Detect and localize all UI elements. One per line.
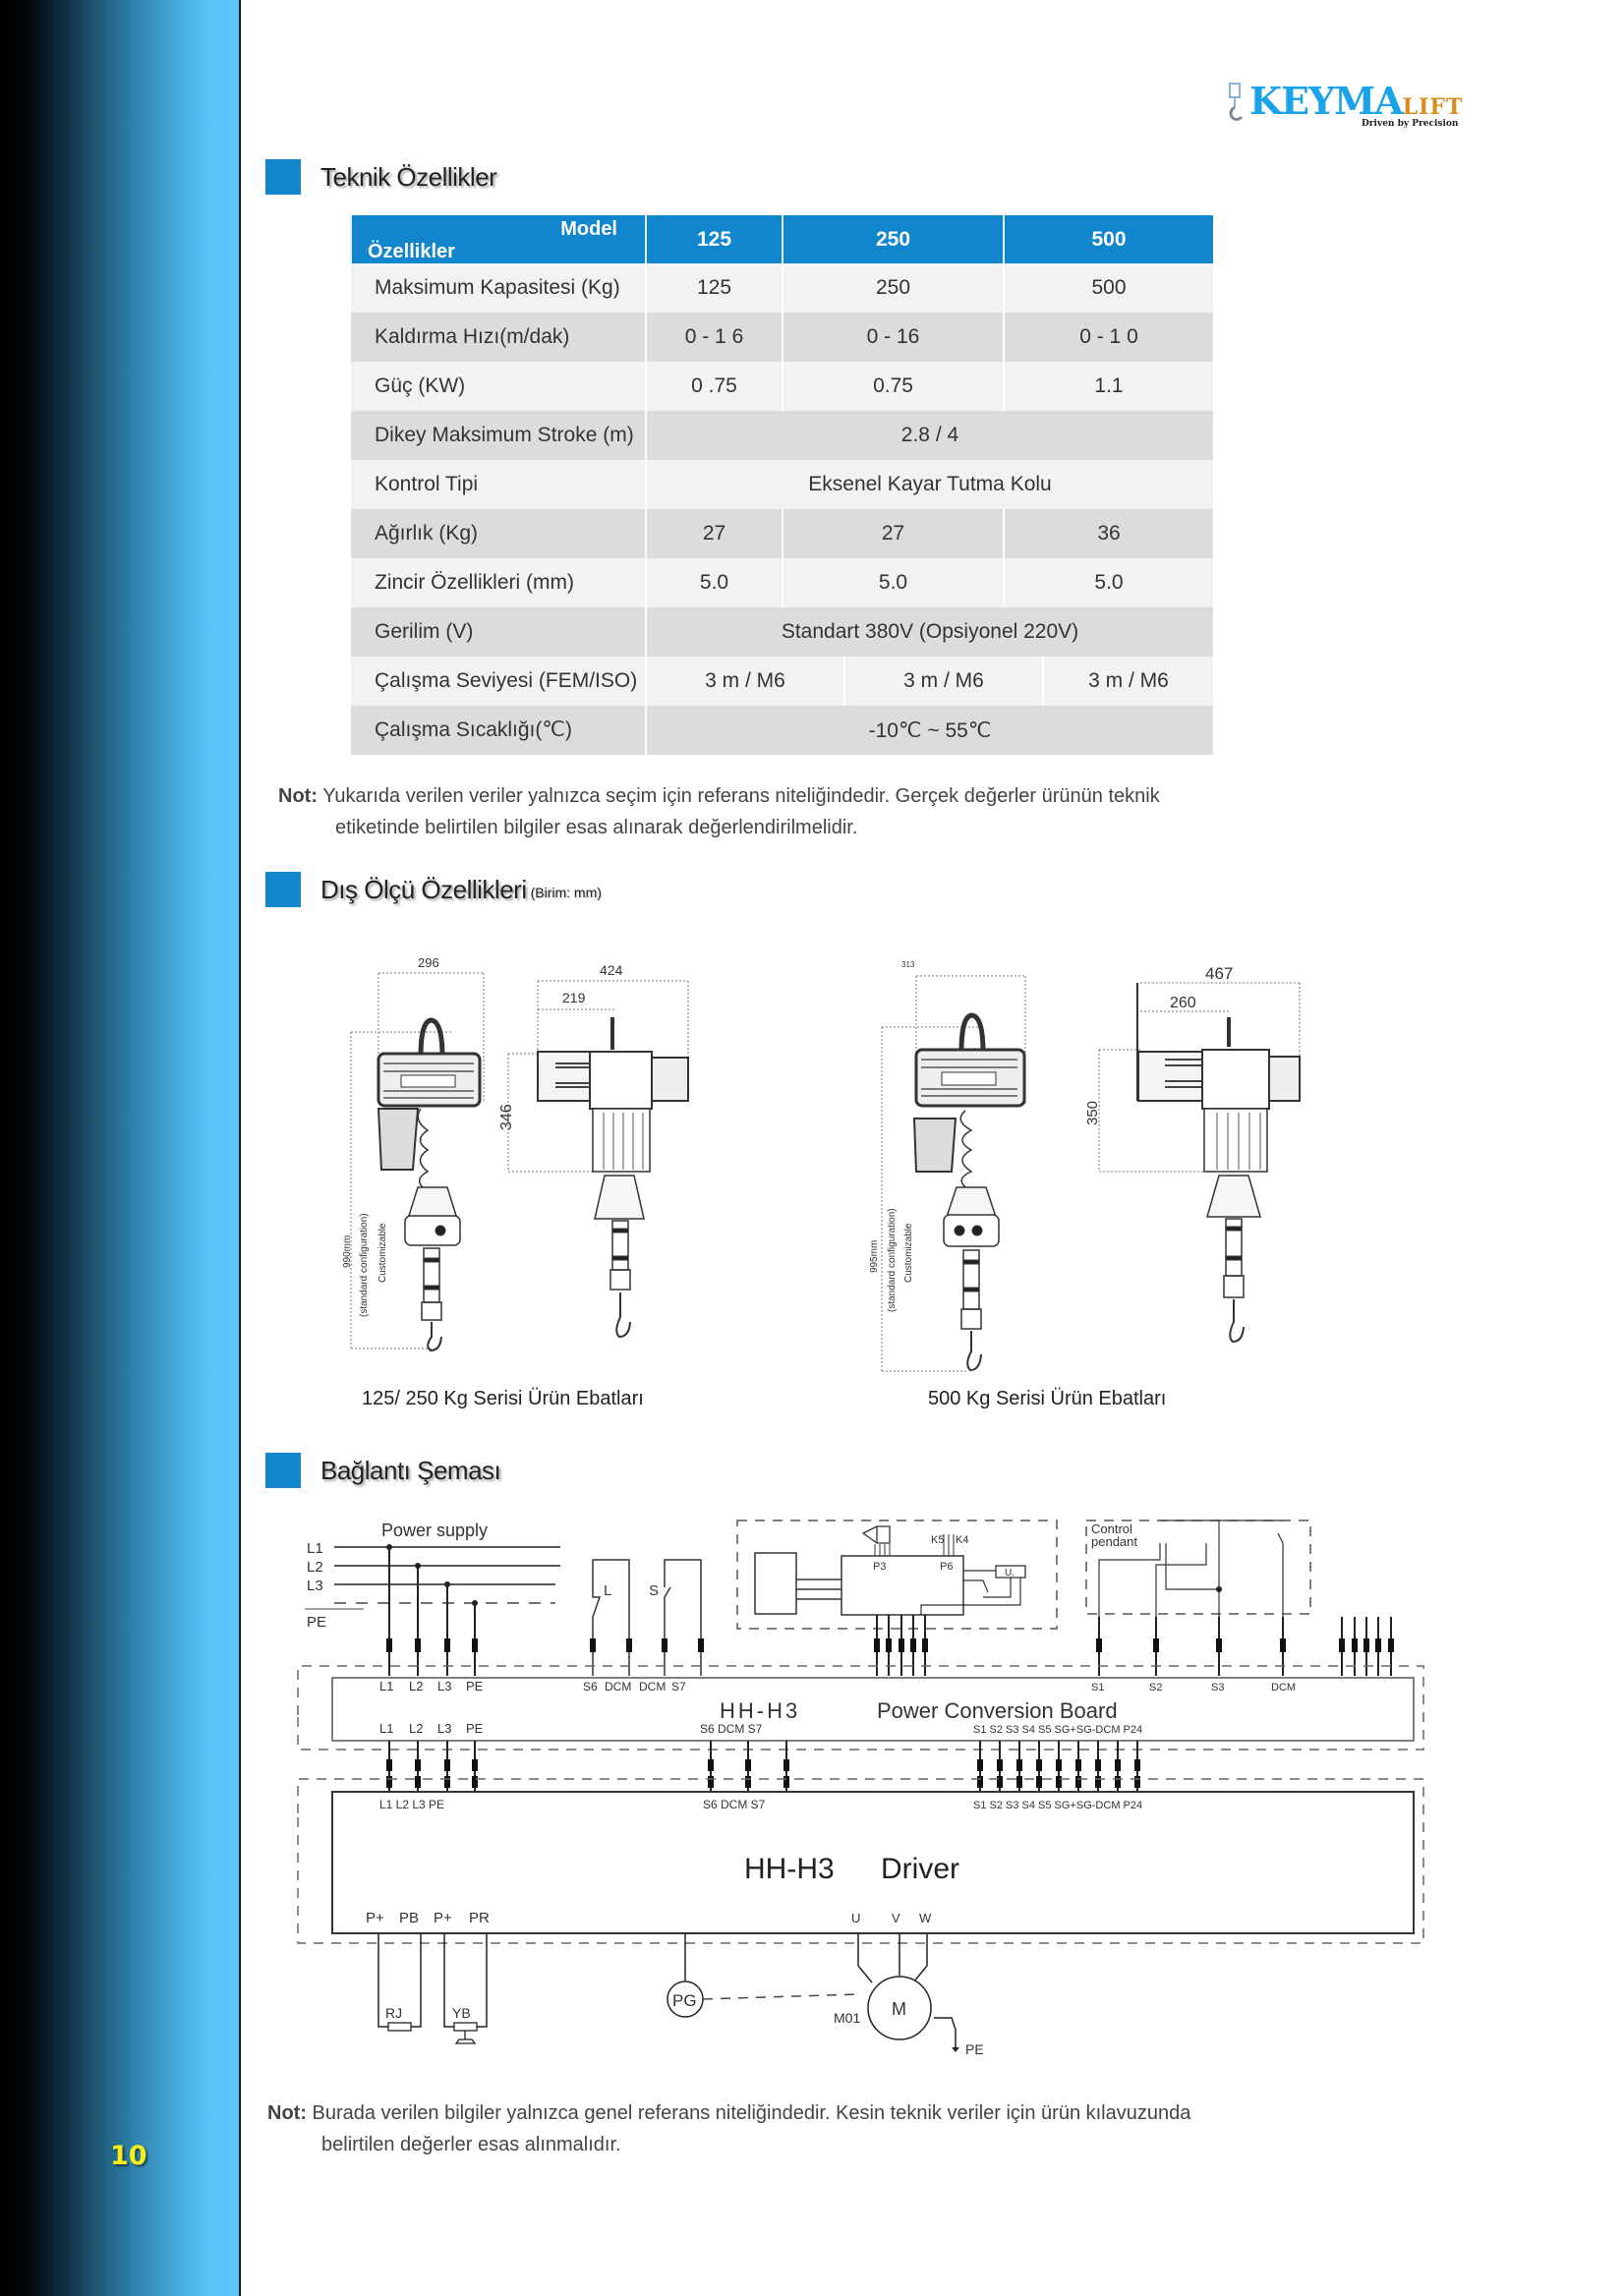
label-k4: K4: [956, 1534, 969, 1546]
table-row: [351, 657, 1213, 706]
pcb-bottom-l2: L2: [409, 1721, 424, 1736]
pcb-model: HH-H3: [720, 1698, 801, 1723]
pcb-top-pe: PE: [466, 1679, 484, 1693]
section-title: Teknik Özellikler: [320, 161, 497, 192]
hoist-side-view: [1138, 1017, 1300, 1342]
cell: 5.0: [1004, 558, 1213, 607]
cell: 5.0: [646, 558, 783, 607]
pcb-bottom-pe: PE: [466, 1721, 484, 1736]
cell: 0 - 16: [783, 313, 1004, 362]
label-control-pendant-1: Control: [1091, 1521, 1132, 1536]
row-label: Zincir Özellikleri (mm): [351, 558, 646, 607]
dim-length-custom: Customizable: [377, 1223, 388, 1283]
header-model-125: 125: [646, 215, 783, 263]
dim-length-note: (standard configuration): [887, 1208, 898, 1312]
note-text-line2: etiketinde belirtilen bilgiler esas alınarak değerlendirilmelidir.: [335, 817, 858, 838]
label-power-supply: Power supply: [381, 1521, 489, 1540]
section-dimensions-header: [265, 872, 602, 907]
caption-500: 500 Kg Serisi Ürün Ebatları: [928, 1388, 1167, 1409]
drv-model: HH-H3: [744, 1853, 835, 1885]
section-marker: [265, 159, 301, 195]
cell: 500: [1004, 263, 1213, 313]
label-yb: YB: [452, 2005, 471, 2021]
merged-cell: 2.8 / 4: [646, 411, 1213, 460]
label-u-box: U.: [1005, 1568, 1015, 1578]
label-l3: L3: [307, 1578, 323, 1594]
header-model-label: Model: [560, 218, 617, 240]
pcb-top-l2: L2: [409, 1679, 424, 1693]
page-number: 10: [110, 2141, 147, 2171]
hh-h3-driver: [332, 1792, 1414, 1933]
table-row: [351, 607, 1213, 657]
dim-front-width: 313: [901, 960, 915, 969]
spec-table: [350, 215, 1213, 755]
cell: 5.0: [783, 558, 1004, 607]
section-title: Bağlantı Şeması: [320, 1455, 501, 1485]
dim-side-partial: 260: [1170, 995, 1196, 1011]
dim-length-note: (standard configuration): [359, 1213, 370, 1317]
note-text-line1: Yukarıda verilen veriler yalnızca seçim için referans niteliğindedir. Gerçek değerler ürünün teknik: [322, 785, 1160, 807]
hoist-front-view: [914, 1015, 1024, 1370]
pcb-name: Power Conversion Board: [877, 1698, 1118, 1723]
hoist-front-view: [378, 1020, 480, 1350]
ground-icon: [952, 2047, 959, 2052]
table-row: [351, 263, 1213, 313]
caption-125-250: 125/ 250 Kg Serisi Ürün Ebatları: [362, 1388, 644, 1409]
label-rj: RJ: [385, 2005, 403, 2021]
table-row: [351, 411, 1213, 460]
keymalift-logo: [1227, 79, 1482, 133]
drv-p-plus-2: P+: [434, 1910, 452, 1926]
label-pe: PE: [307, 1614, 327, 1631]
note-label: Not:: [267, 2102, 307, 2124]
pcb-top-l1: L1: [379, 1679, 394, 1693]
note-text-line1: Burada verilen bilgiler yalnızca genel referans niteliğindedir. Kesin teknik veriler için ürün kılavuzunda: [312, 2102, 1191, 2124]
pcb-top-s6: S6: [583, 1680, 598, 1693]
pcb-top-dcm: DCM: [1271, 1682, 1297, 1693]
table-row: [351, 313, 1213, 362]
drv-w: W: [919, 1911, 932, 1925]
label-motor: M: [892, 1999, 906, 2019]
row-label: Çalışma Sıcaklığı(℃): [351, 706, 646, 755]
section-unit: (Birim: mm): [530, 885, 602, 900]
cell: 3 m / M6: [1042, 657, 1213, 706]
drv-top-left: L1 L2 L3 PE: [379, 1798, 445, 1811]
hoist-side-view: [538, 1017, 688, 1337]
dim-length-custom: Customizable: [903, 1223, 914, 1283]
table-row: [351, 460, 1213, 509]
row-label: Güç (KW): [351, 362, 646, 411]
switch-l-label: L: [604, 1582, 612, 1599]
hoist-500-drawing: [855, 944, 1307, 1376]
dim-side-height: 346: [498, 1104, 515, 1130]
cell: 250: [783, 263, 1004, 313]
table-row: [351, 509, 1213, 558]
header-model-500: 500: [1004, 215, 1213, 263]
pcb-bottom-mid: S6 DCM S7: [700, 1722, 763, 1736]
label-p3: P3: [873, 1561, 887, 1573]
cell: 3 m / M6: [843, 657, 1042, 706]
header-features-label: Özellikler: [368, 241, 455, 262]
cell: 0 - 1 0: [1004, 313, 1213, 362]
label-k5: K5: [931, 1534, 945, 1546]
drv-u: U: [851, 1911, 861, 1925]
table-row: [351, 706, 1213, 755]
label-p6: P6: [940, 1561, 954, 1573]
row-label: Çalışma Seviyesi (FEM/ISO): [351, 657, 646, 706]
header-corner: [351, 215, 646, 263]
pcb-top-s1: S1: [1091, 1682, 1105, 1693]
header-model-250: 250: [783, 215, 1004, 263]
logo-brand-accent: LIFT: [1402, 94, 1464, 120]
sidebar-gradient: [0, 0, 241, 2296]
section-marker: [265, 872, 301, 907]
drv-p-plus-1: P+: [366, 1910, 384, 1926]
pcb-bottom-l3: L3: [437, 1721, 452, 1736]
cell: 3 m / M6: [705, 669, 785, 692]
dim-front-width: 296: [418, 955, 439, 970]
cell: 0 - 1 6: [646, 313, 783, 362]
cell: 36: [1004, 509, 1213, 558]
section-wiring-header: [265, 1453, 500, 1488]
note-text-line2: belirtilen değerler esas alınmalıdır.: [321, 2134, 621, 2155]
row-label: Dikey Maksimum Stroke (m): [351, 411, 646, 460]
row-label: Kaldırma Hızı(m/dak): [351, 313, 646, 362]
merged-cell: Eksenel Kayar Tutma Kolu: [646, 460, 1213, 509]
label-control-pendant-2: pendant: [1091, 1534, 1137, 1549]
pcb-top-s7: S7: [671, 1680, 686, 1693]
hoist-125-250-drawing: [315, 944, 747, 1376]
dim-length-value: 995mm: [869, 1239, 880, 1273]
spec-table-header: [351, 215, 1213, 263]
logo-brand-main: KEYMA: [1249, 79, 1403, 123]
level-cells: [646, 657, 1213, 706]
table-row: [351, 558, 1213, 607]
row-label: Gerilim (V): [351, 607, 646, 657]
drv-top-mid: S6 DCM S7: [703, 1798, 766, 1811]
label-l2: L2: [307, 1559, 323, 1576]
label-motor-pe: PE: [965, 2041, 984, 2057]
connector-row-1: [1099, 1617, 1283, 1676]
drv-pb: PB: [399, 1910, 420, 1926]
cell: 27: [646, 509, 783, 558]
label-motor-id: M01: [834, 2010, 861, 2026]
row-label: Ağırlık (Kg): [351, 509, 646, 558]
pcb-top-dcm1: DCM: [605, 1680, 632, 1693]
merged-cell: -10℃ ~ 55℃: [646, 706, 1213, 755]
pcb-top-s2: S2: [1149, 1682, 1163, 1693]
dim-side-total: 424: [600, 962, 623, 978]
cell: 125: [646, 263, 783, 313]
row-label: Maksimum Kapasitesi (Kg): [351, 263, 646, 313]
drv-v: V: [892, 1911, 900, 1925]
note-label: Not:: [278, 785, 318, 807]
cell: 1.1: [1004, 362, 1213, 411]
section-title: Dış Ölçü Özellikleri: [320, 874, 527, 904]
cell: 0 .75: [646, 362, 783, 411]
section-technical-specs-header: [265, 159, 496, 195]
section-marker: [265, 1453, 301, 1488]
dim-length-value: 990mm: [342, 1234, 353, 1268]
dim-side-height: 350: [1084, 1100, 1101, 1125]
dim-side-total: 467: [1205, 964, 1234, 983]
spec-note: [278, 780, 1404, 843]
merged-cell: Standart 380V (Opsiyonel 220V): [646, 607, 1213, 657]
pcb-bottom-l1: L1: [379, 1721, 394, 1736]
drv-pr: PR: [469, 1910, 490, 1926]
wiring-diagram: [295, 1519, 1445, 2069]
dim-side-partial: 219: [562, 990, 586, 1005]
drv-name: Driver: [881, 1853, 959, 1885]
row-label: Kontrol Tipi: [351, 460, 646, 509]
label-l1: L1: [307, 1540, 323, 1557]
logo-tagline: Driven by Precision: [1362, 119, 1459, 129]
pcb-top-s3: S3: [1211, 1682, 1225, 1693]
cell: 27: [783, 509, 1004, 558]
wiring-note: [267, 2097, 1398, 2160]
label-pg: PG: [672, 1991, 697, 2010]
power-conversion-board: [332, 1678, 1414, 1741]
drv-top-right: S1 S2 S3 S4 S5 SG+SG-DCM P24: [973, 1800, 1143, 1811]
table-row: [351, 362, 1213, 411]
pcb-top-dcm2: DCM: [639, 1680, 667, 1693]
cell: 0.75: [783, 362, 1004, 411]
switch-s-label: S: [649, 1582, 660, 1599]
hook-logo-icon: [1227, 82, 1248, 123]
pcb-top-l3: L3: [437, 1679, 452, 1693]
pcb-bottom-right: S1 S2 S3 S4 S5 SG+SG-DCM P24: [973, 1724, 1143, 1736]
